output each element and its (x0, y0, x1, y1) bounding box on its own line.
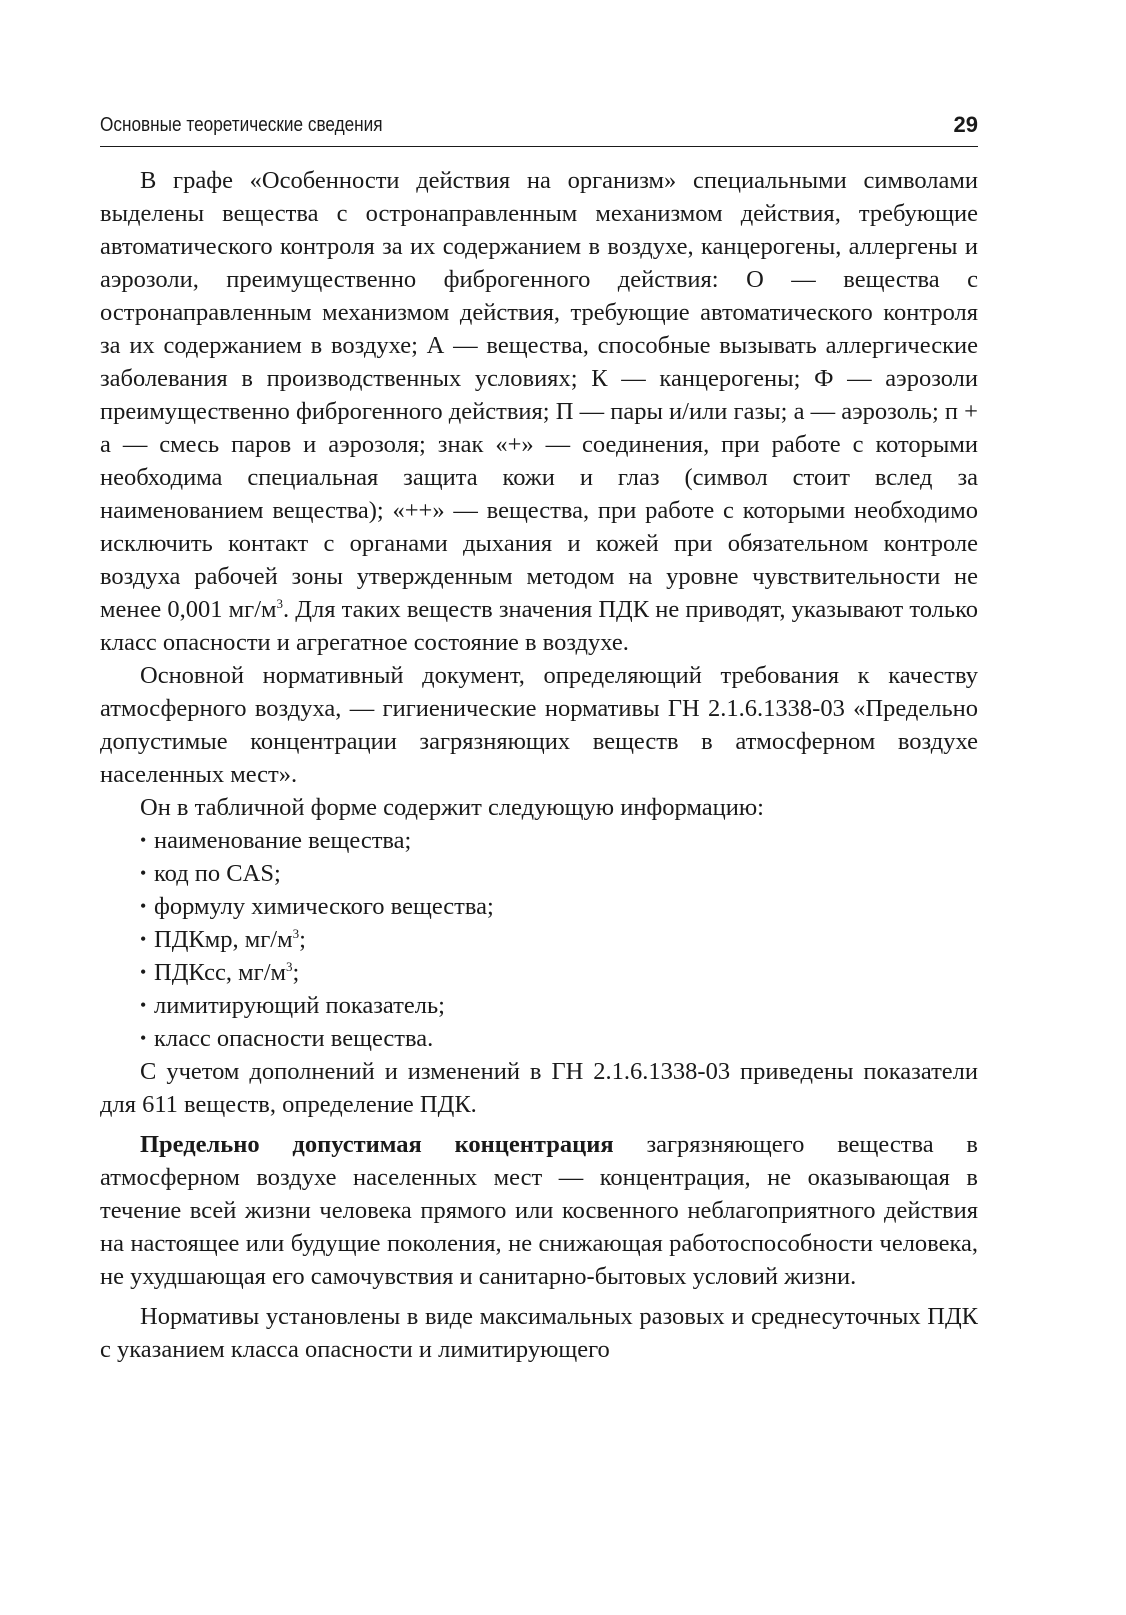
list-item (100, 956, 978, 989)
list-item (100, 890, 978, 923)
paragraph-symbols-tail: . Для таких веществ значения ПДК не приводят, указывают только класс опасности и агрегатное состояние в воздухе. (100, 596, 978, 656)
list-item-punct: ; (292, 959, 300, 986)
list-item (100, 989, 978, 1022)
definition-text: загрязняющего вещества в атмосферном воздухе населенных мест — концентрация, не оказывающая в течение всей жизни человека прямого или косвенного неблагоприятного действия на настоящее или будущие поколения, не снижающая работоспособности человека, не ухудшающая его самочувствия и санитарно-бытовых условий жизни. (100, 1131, 979, 1290)
list-item (100, 923, 978, 956)
bullet-icon: • (140, 1028, 147, 1048)
list-item-text: наименование вещества; (154, 827, 412, 854)
term-bold: Предельно допустимая концентрация (140, 1131, 614, 1158)
list-item-text: класс опасности вещества. (154, 1025, 434, 1052)
page-number: 29 (953, 112, 978, 137)
list-item-text: код по CAS; (154, 860, 281, 887)
paragraph-normative-document: Основной нормативный документ, определяющий требования к качеству атмосферного воздуха, — гигиенические нормативы ГН 2.1.6.1338-03 «Предельно допустимые концентрации загрязняющих веществ в атмосферном воздухе населенных мест». (100, 662, 978, 788)
superscript-cubed: 3 (286, 958, 293, 974)
running-header (100, 110, 978, 147)
paragraph-symbols (100, 164, 978, 659)
list-item-punct: ; (299, 926, 306, 953)
paragraph-additions: С учетом дополнений и изменений в ГН 2.1.6.1338-03 приведены показатели для 611 веществ, определение ПДК. (100, 1058, 978, 1118)
paragraph-definition (100, 1128, 978, 1293)
body-text (100, 164, 978, 1366)
info-list (100, 824, 978, 1055)
chapter-title: Основные теоретические сведения (100, 114, 383, 136)
superscript-cubed: 3 (292, 925, 300, 941)
list-item-text: ПДКсс, мг/м (154, 959, 286, 986)
list-item (100, 857, 978, 890)
bullet-icon: • (140, 962, 147, 982)
bullet-icon: • (140, 830, 147, 850)
list-item-text: лимитирующий показатель; (154, 992, 445, 1019)
paragraph-table-info-intro: Он в табличной форме содержит следующую информацию: (140, 794, 764, 821)
list-item (100, 824, 978, 857)
list-item-text: ПДКмр, мг/м (154, 926, 293, 953)
bullet-icon: • (140, 863, 147, 883)
paragraph-norms: Нормативы установлены в виде максимальных разовых и среднесуточных ПДК с указанием класса опасности и лимитирующего (100, 1303, 978, 1363)
bullet-icon: • (140, 995, 147, 1015)
list-item-text: формулу химического вещества; (154, 893, 494, 920)
list-item (100, 1022, 978, 1055)
bullet-icon: • (140, 929, 147, 949)
bullet-icon: • (140, 896, 147, 916)
superscript-cubed: 3 (276, 595, 284, 611)
paragraph-symbols-text: В графе «Особенности действия на организм» специальными символами выделены вещества с остронаправленным механизмом действия, требующие автоматического контроля за их содержанием в воздухе, канцерогены, аллергены и аэрозоли, преимущественно фиброгенного действия: О — вещества с остронаправленным механизмом действия, требующие автоматического контроля за их содержанием в воздухе; А — вещества, способные вызывать аллергические заболевания в производственных условиях; К — канцерогены; Ф — аэрозоли преимущественно фиброгенного действия; П — пары и/или газы; а — аэрозоль; п + а — смесь паров и аэрозоля; знак «+» — соединения, при работе с которыми необходима специальная защита кожи и глаз (символ стоит вслед за наименованием вещества); «++» — вещества, при работе с которыми необходимо исключить контакт с органами дыхания и кожей при обязательном контроле воздуха рабочей зоны утвержденным методом на уровне чувствительности не менее 0,001 мг/м (100, 167, 978, 623)
